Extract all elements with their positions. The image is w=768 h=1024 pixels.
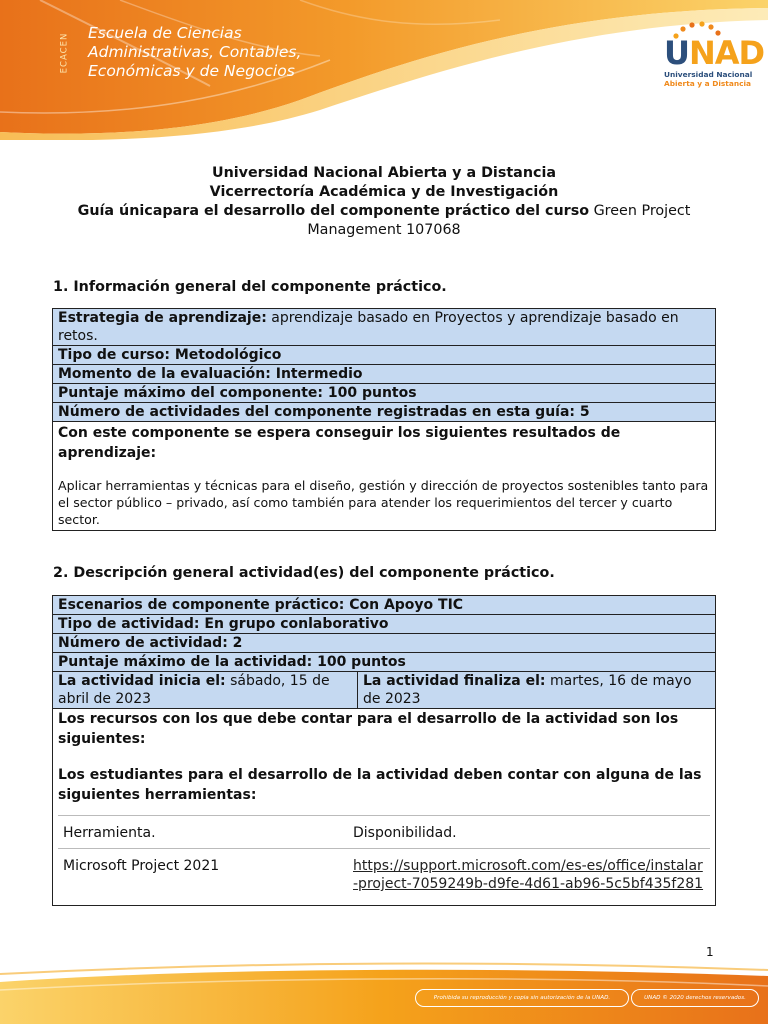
end-date-cell: La actividad finaliza el: martes, 16 de mayo de 2023 [358, 672, 716, 709]
table-row [53, 384, 716, 403]
table-row [53, 403, 716, 422]
title-university: Universidad Nacional Abierta y a Distancia [211, 165, 557, 181]
table-row [53, 346, 716, 365]
footer-notice: Prohibida su reproducción y copia sin autorización de la UNAD. [415, 989, 629, 1007]
logo-wordmark: UNAD [664, 34, 765, 72]
strategy-cell: Estrategia de aprendizaje: aprendizaje basado en Proyectos y aprendizaje basado en retos. [53, 309, 716, 346]
table-row [53, 422, 716, 531]
table-row [53, 615, 716, 634]
school-name-line1: Escuela de Ciencias [88, 24, 242, 42]
unad-logo [660, 20, 765, 100]
activity-number-cell: Número de actividad: 2 [53, 634, 716, 653]
activity-count-cell: Número de actividades del componente registradas en esta guía: 5 [53, 403, 716, 422]
course-type-cell: Tipo de curso: Metodológico [53, 346, 716, 365]
section1-info-table [52, 308, 716, 531]
tool-name: Microsoft Project 2021 [58, 849, 348, 900]
tools-heading: Los estudiantes para el desarrollo de la actividad deben contar con alguna de las siguientes herramientas: [58, 767, 702, 803]
activity-score-cell: Puntaje máximo de la actividad: 100 puntos [53, 653, 716, 672]
outcomes-heading: Con este componente se espera conseguir los siguientes resultados de aprendizaje: [58, 425, 621, 461]
logo-subtitle-2: Abierta y a Distancia [664, 79, 751, 88]
table-row [53, 672, 716, 709]
document-title-block [20, 164, 748, 240]
page-number: 1 [706, 945, 714, 959]
school-name-line2: Administrativas, Contables, [88, 43, 302, 61]
title-vicerrectoria: Vicerrectoría Académica y de Investigación [209, 184, 559, 200]
footer-copyright: UNAD © 2020 derechos reservados. [631, 989, 759, 1007]
max-score-cell: Puntaje máximo del componente: 100 puntos [53, 384, 716, 403]
resources-cell [53, 709, 716, 906]
table-row [53, 365, 716, 384]
ecacen-vertical-tag: ECACEN [59, 32, 70, 74]
tool-availability-link[interactable]: https://support.microsoft.com/es-es/office/instalar-project-7059249b-d9fe-4d61-ab96-5c5bf435f281 [353, 858, 704, 892]
tools-header-availability: Disponibilidad. [348, 816, 710, 849]
start-date-cell: La actividad inicia el: sábado, 15 de abril de 2023 [53, 672, 358, 709]
title-guide: Guía únicapara el desarrollo del componente práctico del curso Green Project [77, 203, 691, 219]
school-name-line3: Económicas y de Negocios [88, 62, 295, 80]
section1-heading: 1. Información general del componente práctico. [53, 279, 447, 295]
resources-heading: Los recursos con los que debe contar para el desarrollo de la actividad son los siguientes: [58, 711, 679, 747]
table-row [53, 596, 716, 615]
footer-banner [0, 960, 768, 1024]
outcomes-text: Aplicar herramientas y técnicas para el diseño, gestión y dirección de proyectos sostenibles tanto para el sector público – privado, así como también para atender los requerimientos del tercer y cuarto sector. [58, 478, 709, 527]
table-row [53, 653, 716, 672]
evaluation-moment-cell: Momento de la evaluación: Intermedio [53, 365, 716, 384]
scenario-cell: Escenarios de componente práctico: Con Apoyo TIC [53, 596, 716, 615]
learning-outcomes-cell [53, 422, 716, 531]
school-name [88, 24, 301, 81]
table-row [58, 849, 710, 900]
section2-heading: 2. Descripción general actividad(es) del componente práctico. [53, 565, 555, 581]
tool-availability-cell [348, 849, 710, 900]
table-row [53, 309, 716, 346]
table-row [58, 816, 710, 849]
tools-table [58, 815, 710, 899]
title-course: Management 107068 [307, 222, 461, 238]
logo-subtitle-1: Universidad Nacional [664, 70, 753, 79]
table-row [53, 634, 716, 653]
activity-type-cell: Tipo de actividad: En grupo conlaborativo [53, 615, 716, 634]
tools-header-tool: Herramienta. [58, 816, 348, 849]
table-row [53, 709, 716, 906]
header-banner [0, 0, 768, 140]
section2-info-table [52, 595, 716, 906]
